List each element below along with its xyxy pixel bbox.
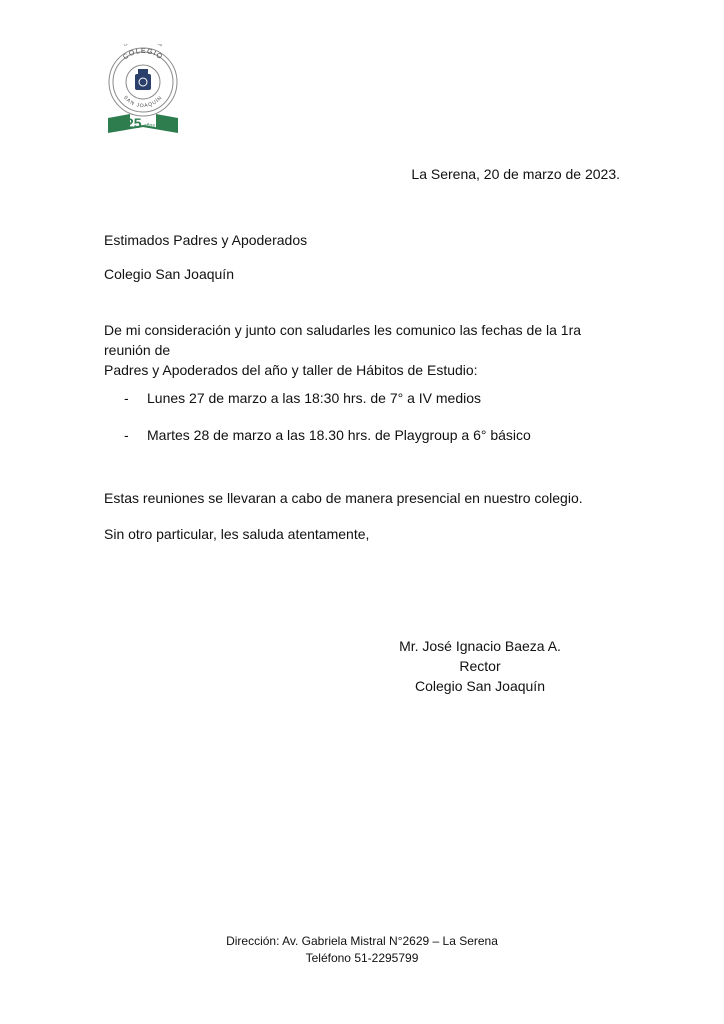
footer-address: Dirección: Av. Gabriela Mistral N°2629 – La Serena	[226, 934, 498, 948]
school-logo	[104, 44, 182, 140]
list-item-text: Martes 28 de marzo a las 18.30 hrs. de Playgroup a 6° básico	[147, 427, 531, 443]
logo-anniversary-word: años	[144, 123, 155, 129]
letter-greeting: Estimados Padres y Apoderados	[104, 232, 308, 248]
list-dash: -	[124, 390, 129, 406]
letter-presencial: Estas reuniones se llevaran a cabo de manera presencial en nuestro colegio.	[104, 490, 583, 506]
letter-closing: Sin otro particular, les saluda atentamente,	[104, 526, 370, 542]
svg-text:COLEGIO	[122, 48, 164, 61]
letter-paragraph-line-2: Padres y Apoderados del año y taller de Hábitos de Estudio:	[104, 362, 478, 378]
signature-school: Colegio San Joaquín	[415, 678, 545, 694]
signature-name: Mr. José Ignacio Baeza A.	[399, 638, 561, 654]
list-item-text: Lunes 27 de marzo a las 18:30 hrs. de 7° a IV medios	[147, 390, 482, 406]
signature-block	[380, 636, 580, 696]
list-dash: -	[124, 427, 129, 443]
logo-ring-top: COLEGIO	[122, 47, 164, 62]
svg-text:SAN JOAQUÍN	[122, 95, 164, 110]
logo-anniversary-number: 25	[126, 115, 142, 131]
letter-school: Colegio San Joaquín	[104, 266, 234, 282]
svg-text:Unidos en Excelencia	[123, 44, 164, 48]
footer-phone: Teléfono 51-2295799	[305, 951, 419, 965]
letter-date: La Serena, 20 de marzo de 2023.	[411, 166, 620, 182]
school-crest-icon	[104, 44, 182, 140]
list-item	[124, 390, 481, 406]
letter-paragraph-line-1: De mi consideración y junto con saludarles les comunico las fechas de la 1ra reunión de	[104, 322, 582, 358]
page-footer	[160, 933, 564, 967]
signature-title: Rector	[459, 658, 501, 674]
list-item	[124, 427, 531, 443]
logo-motto: U a	[122, 44, 164, 48]
letter-paragraph	[104, 320, 628, 380]
logo-ring-bottom: SAN JOAQUÍN	[122, 94, 164, 110]
